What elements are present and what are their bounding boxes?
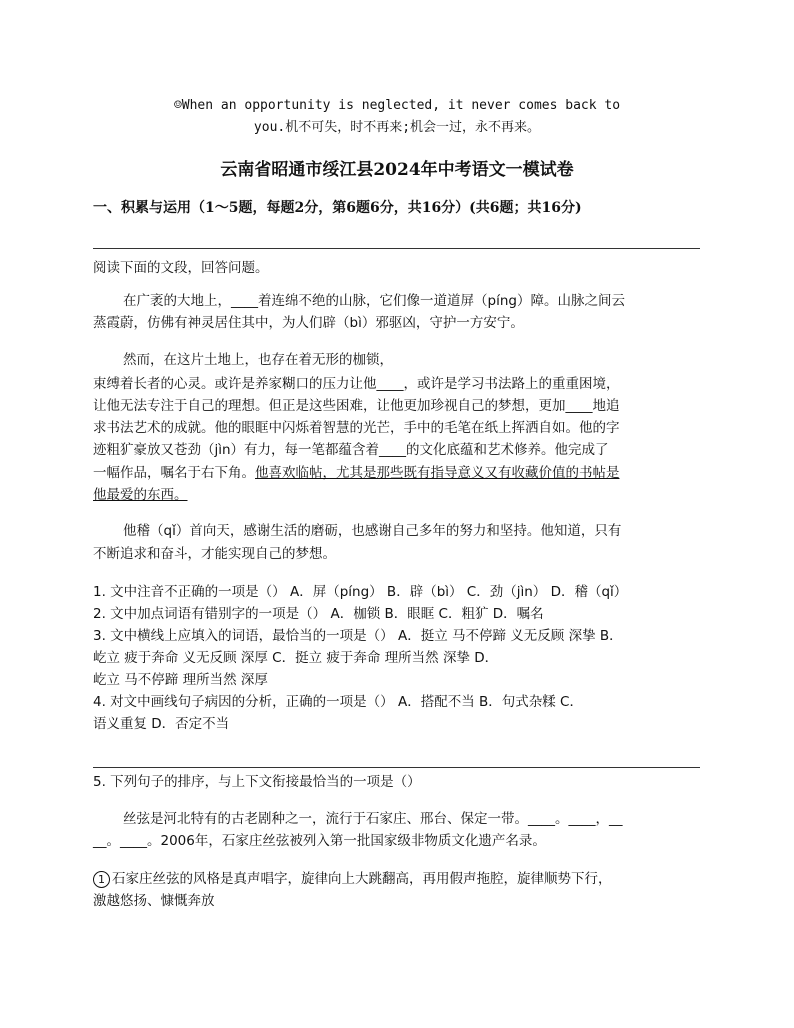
passage-p2-line6 (93, 463, 713, 484)
question-3-line2: 屹立 疲于奔命 义无反顾 深厚 C．挺立 疲于奔命 理所当然 深挚 D． (93, 650, 499, 666)
question-4-line1: 4. 对文中画线句子病因的分析，正确的一项是（） A．搭配不当 B．句式杂糅 C． (93, 694, 583, 710)
passage-p2-line3: 让他无法专注于自己的理想。但正是这些困难，让他更加珍视自己的梦想，更加____地追 (93, 398, 620, 414)
passage-p2-line1: 然而，在这片土地上，也存在着无形的枷锁， (123, 352, 393, 368)
underlined-sentence-part2: 他最爱的东西。 (93, 487, 188, 503)
motto-english: ☺When an opportunity is neglected, it never comes back to (173, 98, 621, 113)
passage-p2-line2: 束缚着长者的心灵。或许是养家糊口的压力让他____，或许是学习书法路上的重重困境， (93, 376, 620, 392)
question-3-line3: 屹立 马不停蹄 理所当然 深厚 (93, 672, 268, 688)
passage-p3-line2: 不断追求和奋斗，才能实现自己的梦想。 (93, 546, 336, 562)
question-1: 1. 文中注音不正确的一项是（） A．屏（píng） B．辟（bì） C．劲（jìn） D．稽（qǐ） (93, 584, 628, 600)
passage-p1-line2: 蒸霞蔚，仿佛有神灵居住其中，为人们辟（bì）邪驱凶，守护一方安宁。 (93, 315, 524, 331)
passage-p3-line1: 他稽（qǐ）首向天，感谢生活的磨砺，也感谢自己多年的努力和坚持。他知道，只有 (123, 523, 622, 539)
question-4-line2: 语义重复 D．否定不当 (93, 716, 230, 732)
option-1-text: 石家庄丝弦的风格是真声唱字，旋律向上大跳翻高，再用假声拖腔，旋律顺势下行， (112, 871, 612, 887)
circled-number: 1 (93, 871, 110, 888)
passage-intro: 阅读下面的文段，回答问题。 (93, 260, 269, 276)
question-5-stem: 5. 下列句子的排序，与上下文衔接最恰当的一项是（） (93, 774, 421, 790)
question-3-line1: 3. 文中横线上应填入的词语，最恰当的一项是（） A．挺立 马不停蹄 义无反顾 深挚 B． (93, 628, 623, 644)
question-2: 2. 文中加点词语有错别字的一项是（） A．枷锁 B．眼眶 C．粗犷 D．嘱名 (93, 606, 544, 622)
passage-p2-line6-plain: 一幅作品，嘱名于右下角。 (93, 465, 255, 481)
question-5-passage-line1: 丝弦是河北特有的古老剧种之一，流行于石家庄、邢台、保定一带。____。____，__ (123, 811, 623, 827)
section-heading: 一、积累与运用（1～5题，每题2分，第6题6分，共16分）(共6题；共16分) (93, 200, 582, 216)
underlined-sentence-part1: 他喜欢临帖，尤其是那些既有指导意义又有收藏价值的书帖是 (255, 465, 620, 481)
option-1-line1 (93, 869, 713, 890)
motto-chinese: you.机不可失，时不再来;机会一过，永不再来。 (253, 120, 541, 135)
passage-p1-line1: 在广袤的大地上，____着连绵不绝的山脉，它们像一道道屏（píng）障。山脉之间云 (123, 293, 625, 309)
passage-p2-line5: 迹粗犷豪放又苍劲（jìn）有力，每一笔都蕴含着____的文化底蕴和艺术修养。他完成了 (93, 442, 609, 458)
exam-title: 云南省昭通市绥江县2024年中考语文一模试卷 (220, 160, 574, 180)
passage-p2-line4: 求书法艺术的成就。他的眼眶中闪烁着智慧的光芒，手中的毛笔在纸上挥洒自如。他的字 (93, 420, 620, 436)
question-5-passage-line2: __。____。2006年，石家庄丝弦被列入第一批国家级非物质文化遗产名录。 (93, 833, 546, 849)
passage-p2-line7 (93, 485, 713, 506)
divider (93, 248, 700, 249)
option-1-line2: 激越悠扬、慷慨奔放 (93, 893, 215, 909)
divider (93, 767, 700, 768)
